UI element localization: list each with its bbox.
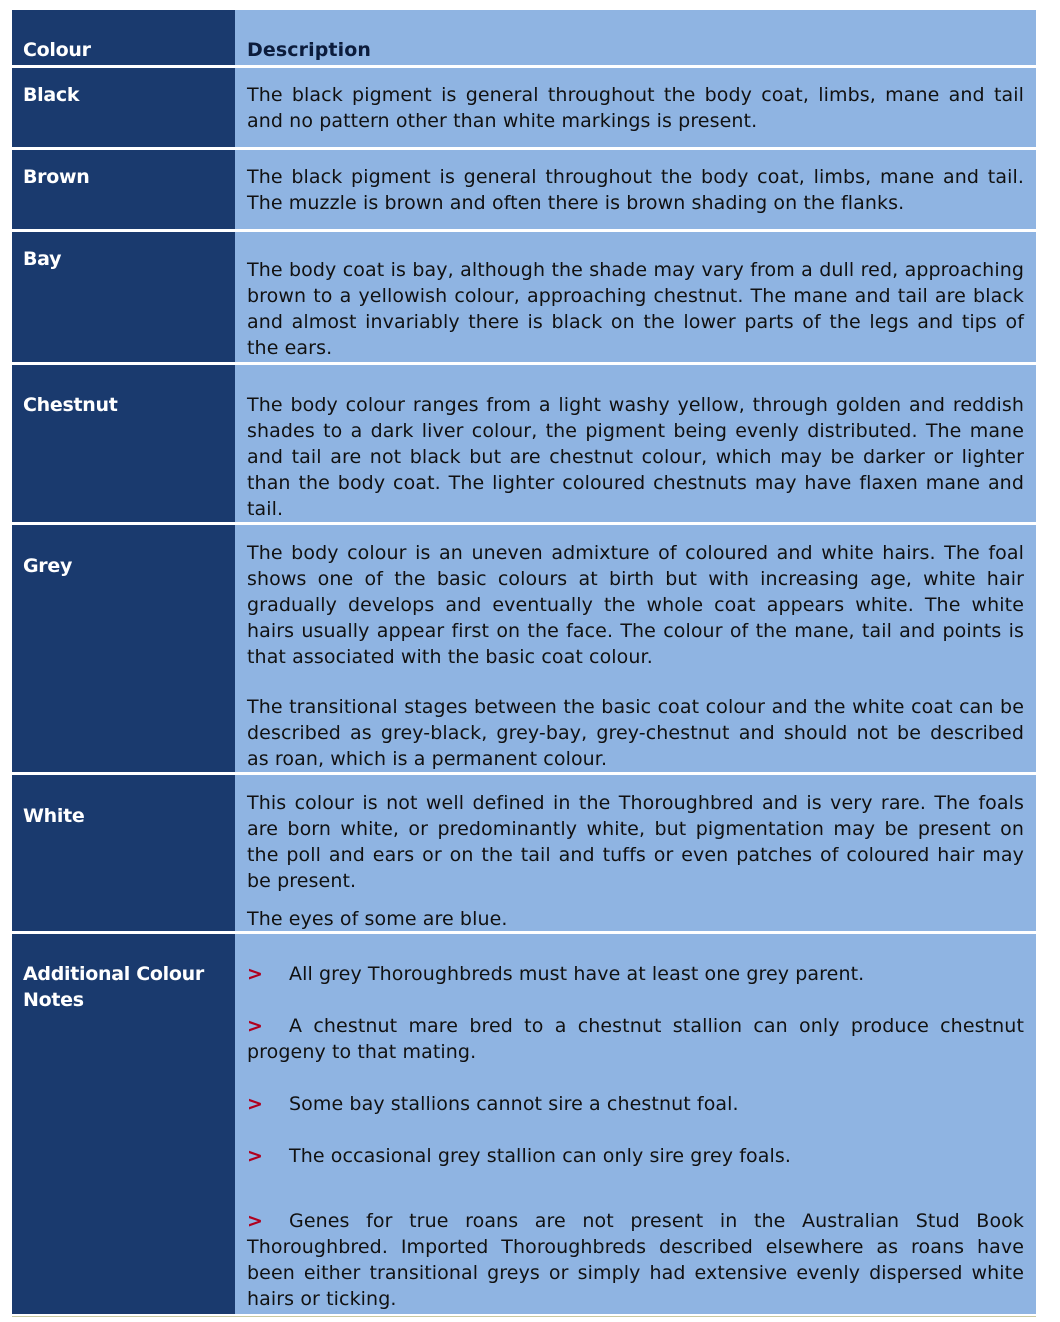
note-text: All grey Thoroughbreds must have at least one grey parent. [289,963,865,985]
bullet-arrow-icon: > [247,963,264,985]
colour-label-brown: Brown [12,150,235,229]
list-item [247,1013,1024,1065]
table-row-black [12,65,1036,147]
table-row-brown [12,147,1036,229]
description-text: The body coat is bay, although the shade may vary from a dull red, approaching brown to a yellowish colour, approaching chestnut. The mane and tail are black and almost invariably there is black on the lower parts of the legs and tips of the ears. [247,259,1024,359]
table-row-additional-notes [12,931,1036,1314]
bullet-arrow-icon: > [247,1015,264,1037]
table-row-chestnut [12,362,1036,522]
header-colour: Colour [12,10,235,65]
list-item [247,1143,1024,1169]
list-item [247,961,1024,987]
description-text: The black pigment is general throughout the body coat, limbs, mane and tail and no pattern other than white markings is present. [247,84,1024,132]
bullet-arrow-icon: > [247,1093,264,1115]
table-row-bay [12,229,1036,362]
colour-label-bay: Bay [12,232,235,362]
table-row-grey [12,522,1036,772]
description-white [235,775,1036,931]
horse-colour-table [12,10,1036,1314]
colour-label-notes: Additional Colour Notes [12,934,235,1314]
colour-label-grey: Grey [12,525,235,772]
description-text: The black pigment is general throughout the body coat, limbs, mane and tail. The muzzle is brown and often there is brown shading on the flanks. [247,166,1024,214]
header-description: Description [235,10,1036,65]
description-text: The body colour is an uneven admixture of coloured and white hairs. The foal shows one of the basic colours at birth but with increasing age, white hair gradually develops and eventually the whole coat appears white. The white hairs usually appear first on the face. The colour of the mane, tail and points is that associated with the basic coat colour. [247,542,1024,668]
note-text: The occasional grey stallion can only sire grey foals. [289,1145,792,1167]
description-bay [235,232,1036,362]
description-text: This colour is not well defined in the Thoroughbred and is very rare. The foals are born white, or predominantly white, but pigmentation may be present on the poll and ears or on the tail and tuffs or even patches of coloured hair may be present. [247,792,1024,892]
colour-label-black: Black [12,68,235,147]
note-text: Genes for true roans are not present in the Australian Stud Book Thoroughbred. Imported Thoroughbreds described elsewhere as roans have been either transitional greys or simply had extensive evenly dispersed white hairs or ticking. [247,1210,1024,1310]
table-row-white [12,772,1036,931]
description-brown [235,150,1036,229]
colour-label-white: White [12,775,235,931]
note-text: A chestnut mare bred to a chestnut stallion can only produce chestnut progeny to that mating. [247,1015,1024,1063]
description-text: The transitional stages between the basic coat colour and the white coat can be described as grey-black, grey-bay, grey-chestnut and should not be described as roan, which is a permanent colour. [247,696,1024,770]
description-black [235,68,1036,147]
description-chestnut [235,365,1036,522]
description-grey [235,525,1036,772]
description-notes [235,934,1036,1314]
list-item [247,1091,1024,1117]
bullet-arrow-icon: > [247,1210,264,1232]
note-text: Some bay stallions cannot sire a chestnut foal. [289,1093,739,1115]
description-text: The body colour ranges from a light washy yellow, through golden and reddish shades to a dark liver colour, the pigment being evenly distributed. The mane and tail are not black but are chestnut colour, which may be darker or lighter than the body coat. The lighter coloured chestnuts may have flaxen mane and tail. [247,394,1024,520]
description-text: The eyes of some are blue. [247,908,508,930]
bullet-arrow-icon: > [247,1145,264,1167]
colour-label-chestnut: Chestnut [12,365,235,522]
list-item [247,1208,1024,1312]
table-header-row [12,10,1036,65]
